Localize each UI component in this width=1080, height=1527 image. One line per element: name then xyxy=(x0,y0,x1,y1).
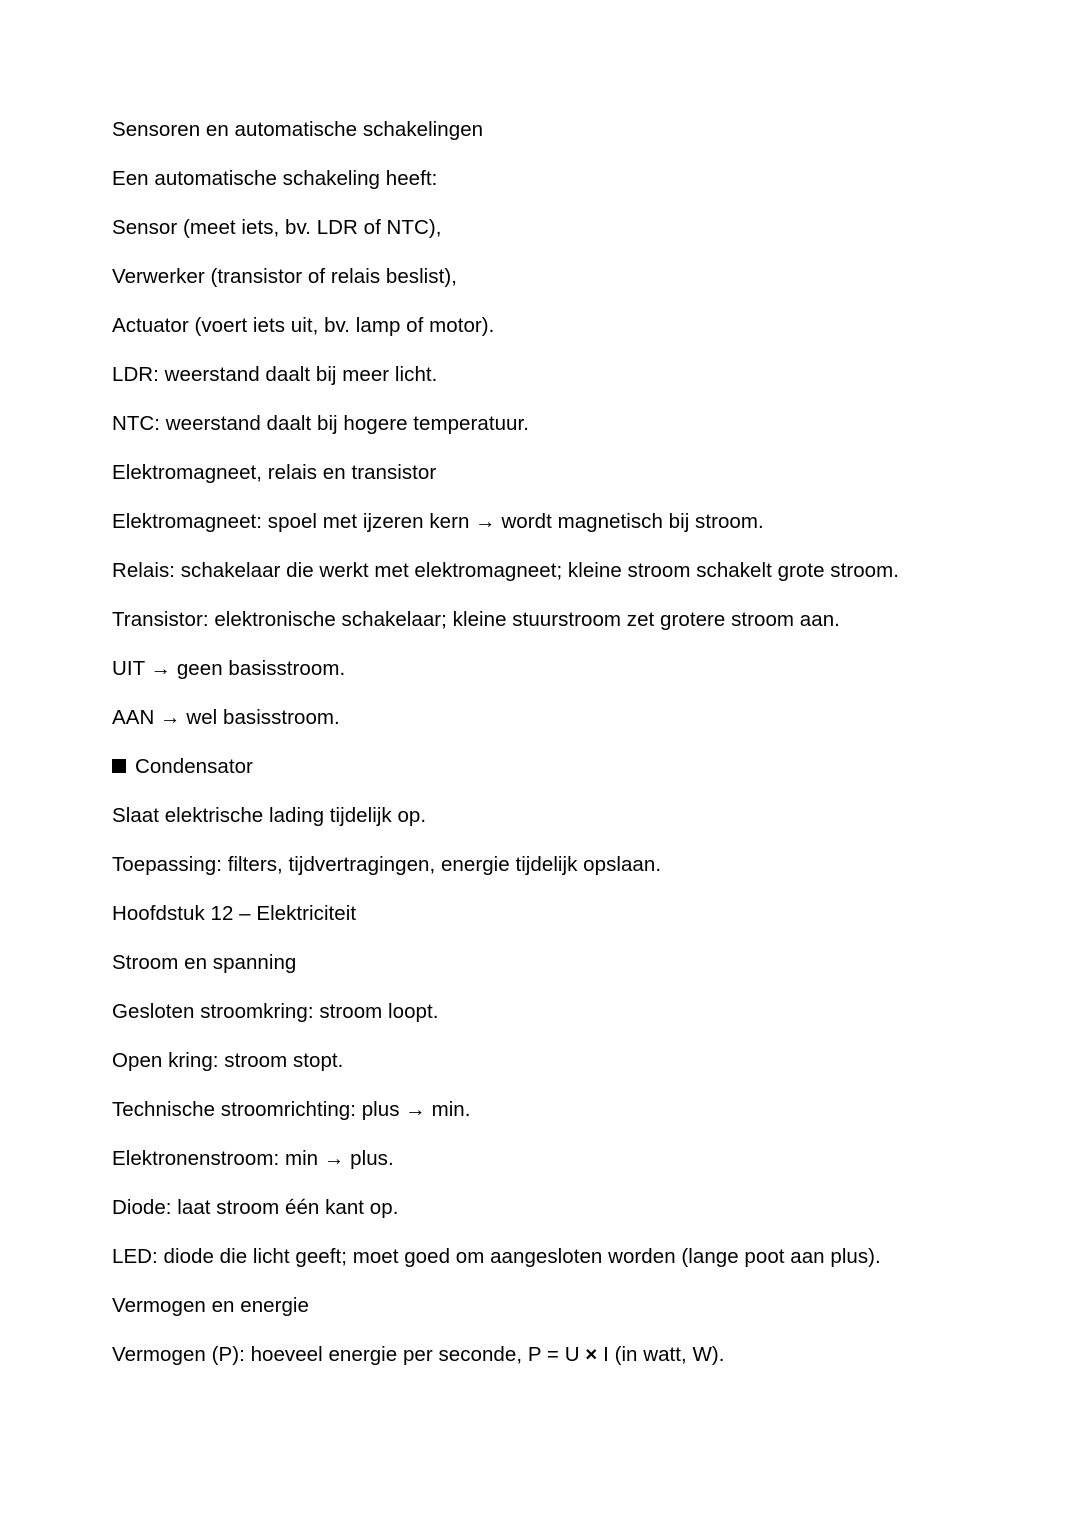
paragraph-condensator-lading: Slaat elektrische lading tijdelijk op. xyxy=(112,804,427,827)
paragraph-stroom-en-spanning-heading: Stroom en spanning xyxy=(112,951,297,974)
paragraph-condensator-bulleted xyxy=(112,755,1050,779)
paragraph-sensoren-heading: Sensoren en automatische schakelingen xyxy=(112,118,484,141)
vermogen-formule-before: Vermogen (P): hoeveel energie per seconde, P = U xyxy=(112,1343,586,1366)
paragraph-transistor: Transistor: elektronische schakelaar; kleine stuurstroom zet grotere stroom aan. xyxy=(112,608,840,631)
paragraph-sensor: Sensor (meet iets, bv. LDR of NTC), xyxy=(112,216,442,239)
paragraph-technische-stroomrichting: Technische stroomrichting: plus → min. xyxy=(112,1098,471,1121)
paragraph-elektromagneet-heading: Elektromagneet, relais en transistor xyxy=(112,461,437,484)
paragraph-ldr: LDR: weerstand daalt bij meer licht. xyxy=(112,363,438,386)
paragraph-diode: Diode: laat stroom één kant op. xyxy=(112,1196,399,1219)
paragraph-vermogen-formule xyxy=(112,1343,1050,1367)
paragraph-led: LED: diode die licht geeft; moet goed om aangesloten worden (lange poot aan plus). xyxy=(112,1245,881,1268)
paragraph-relais: Relais: schakelaar die werkt met elektromagneet; kleine stroom schakelt grote stroom. xyxy=(112,559,900,582)
square-bullet-icon xyxy=(112,759,126,773)
paragraph-open-kring: Open kring: stroom stopt. xyxy=(112,1049,344,1072)
paragraph-automatische-schakeling-intro: Een automatische schakeling heeft: xyxy=(112,167,438,190)
paragraph-actuator: Actuator (voert iets uit, bv. lamp of motor). xyxy=(112,314,495,337)
vermogen-formule-after: I (in watt, W). xyxy=(597,1343,725,1366)
paragraph-vermogen-en-energie-heading: Vermogen en energie xyxy=(112,1294,309,1317)
multiplication-sign-icon: × xyxy=(585,1343,598,1366)
paragraph-elektromagneet-definitie: Elektromagneet: spoel met ijzeren kern → wordt magnetisch bij stroom. xyxy=(112,510,764,533)
paragraph-ntc: NTC: weerstand daalt bij hogere temperatuur. xyxy=(112,412,529,435)
paragraph-gesloten-stroomkring: Gesloten stroomkring: stroom loopt. xyxy=(112,1000,439,1023)
document-body xyxy=(112,118,1050,1367)
paragraph-aan-basisstroom: AAN → wel basisstroom. xyxy=(112,706,340,729)
paragraph-verwerker: Verwerker (transistor of relais beslist), xyxy=(112,265,457,288)
paragraph-hoofdstuk-12-heading: Hoofdstuk 12 – Elektriciteit xyxy=(112,902,357,925)
paragraph-elektronenstroom: Elektronenstroom: min → plus. xyxy=(112,1147,394,1170)
paragraph-condensator-toepassing: Toepassing: filters, tijdvertragingen, energie tijdelijk opslaan. xyxy=(112,853,662,876)
paragraph-uit-basisstroom: UIT → geen basisstroom. xyxy=(112,657,346,680)
paragraph-condensator-label: Condensator xyxy=(135,755,253,778)
